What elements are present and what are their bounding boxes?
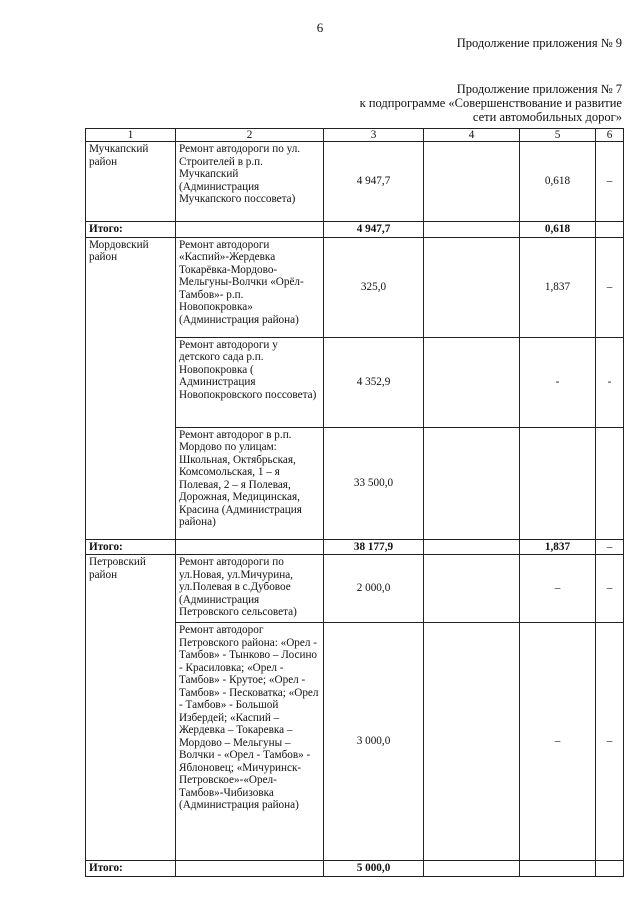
empty-cell bbox=[424, 222, 520, 238]
description-cell: Ремонт автодороги по ул.Новая, ул.Мичурина, ул.Полевая в с.Дубовое (Администрация Петровского сельсовета) bbox=[176, 555, 324, 623]
roads-table bbox=[85, 128, 624, 877]
district-cell: Мучкапский район bbox=[86, 142, 176, 222]
total-row bbox=[86, 539, 624, 555]
total-amount: 4 947,7 bbox=[324, 222, 424, 238]
column-number-row bbox=[86, 129, 624, 142]
empty-cell bbox=[596, 222, 624, 238]
col4-cell bbox=[424, 555, 520, 623]
total-amount: 38 177,9 bbox=[324, 539, 424, 555]
total-col6: – bbox=[596, 539, 624, 555]
empty-cell bbox=[176, 222, 324, 238]
description-cell: Ремонт автодорог в р.п. Мордово по улицам: Школьная, Октябрьская, Комсомольская, 1 – я Полевая, 2 – я Полевая, Дорожная, Медицинская, Красина (Администрация района) bbox=[176, 427, 324, 539]
total-row bbox=[86, 222, 624, 238]
empty-cell bbox=[424, 861, 520, 877]
amount-cell: 33 500,0 bbox=[324, 427, 424, 539]
length-cell: – bbox=[520, 623, 596, 861]
col-header-6: 6 bbox=[596, 129, 624, 142]
col-header-1: 1 bbox=[86, 129, 176, 142]
page-number: 6 bbox=[316, 20, 324, 35]
col6-cell: – bbox=[596, 237, 624, 337]
table-row bbox=[86, 142, 624, 222]
description-cell: Ремонт автодороги «Каспий»-Жердевка Токарёвка-Мордово-Мельгуны-Волчки «Орёл-Тамбов»- р.п. Новопокровка» (Администрация района) bbox=[176, 237, 324, 337]
header-line-3: сети автомобильных дорог» bbox=[472, 110, 622, 124]
col6-cell: – bbox=[596, 555, 624, 623]
description-cell: Ремонт автодороги у детского сада р.п. Новопокровка ( Администрация Новопокровского поссовета) bbox=[176, 337, 324, 427]
header-line-2: к подпрограмме «Совершенствование и развитие bbox=[359, 96, 622, 110]
header-line-1: Продолжение приложения № 7 bbox=[456, 82, 622, 96]
col4-cell bbox=[424, 427, 520, 539]
total-amount: 5 000,0 bbox=[324, 861, 424, 877]
col4-cell bbox=[424, 142, 520, 222]
amount-cell: 4 352,9 bbox=[324, 337, 424, 427]
total-label: Итого: bbox=[86, 222, 176, 238]
header-continuation-appendix-9: Продолжение приложения № 9 bbox=[456, 36, 622, 50]
description-cell: Ремонт автодороги по ул. Строителей в р.п. Мучкапский (Администрация Мучкапского поссовета) bbox=[176, 142, 324, 222]
table-row bbox=[86, 237, 624, 337]
col6-cell: – bbox=[596, 623, 624, 861]
district-cell: Мордовский район bbox=[86, 237, 176, 539]
empty-cell bbox=[596, 861, 624, 877]
col4-cell bbox=[424, 337, 520, 427]
table-row bbox=[86, 555, 624, 623]
col-header-2: 2 bbox=[176, 129, 324, 142]
length-cell: 1,837 bbox=[520, 237, 596, 337]
district-cell: Петровский район bbox=[86, 555, 176, 861]
col6-cell bbox=[596, 427, 624, 539]
amount-cell: 2 000,0 bbox=[324, 555, 424, 623]
total-label: Итого: bbox=[86, 861, 176, 877]
empty-cell bbox=[176, 861, 324, 877]
header-continuation-appendix-7 bbox=[360, 82, 622, 124]
col6-cell: – bbox=[596, 142, 624, 222]
total-label: Итого: bbox=[86, 539, 176, 555]
total-length: 1,837 bbox=[520, 539, 596, 555]
col-header-5: 5 bbox=[520, 129, 596, 142]
total-length: 0,618 bbox=[520, 222, 596, 238]
amount-cell: 4 947,7 bbox=[324, 142, 424, 222]
length-cell: - bbox=[520, 337, 596, 427]
col4-cell bbox=[424, 237, 520, 337]
col6-cell: - bbox=[596, 337, 624, 427]
empty-cell bbox=[424, 539, 520, 555]
total-row bbox=[86, 861, 624, 877]
col4-cell bbox=[424, 623, 520, 861]
empty-cell bbox=[176, 539, 324, 555]
description-cell: Ремонт автодорог Петровского района: «Орел - Тамбов» - Тынково – Лосино - Красиловка; «Орел - Тамбов» - Крутое; «Орел - Тамбов» - Песковатка; «Орел - Тамбов» - Большой Избердей; «Каспий – Жердевка – Токаревка – Мордово – Мельгуны – Волчки - «Орел - Тамбов» - Яблоновец; «Мичуринск-Петровское»-«Орел-Тамбов»-Чибизовка (Администрация района) bbox=[176, 623, 324, 861]
amount-cell: 3 000,0 bbox=[324, 623, 424, 861]
length-cell: – bbox=[520, 555, 596, 623]
col-header-3: 3 bbox=[324, 129, 424, 142]
col-header-4: 4 bbox=[424, 129, 520, 142]
length-cell: 0,618 bbox=[520, 142, 596, 222]
amount-cell: 325,0 bbox=[324, 237, 424, 337]
length-cell bbox=[520, 427, 596, 539]
empty-cell bbox=[520, 861, 596, 877]
